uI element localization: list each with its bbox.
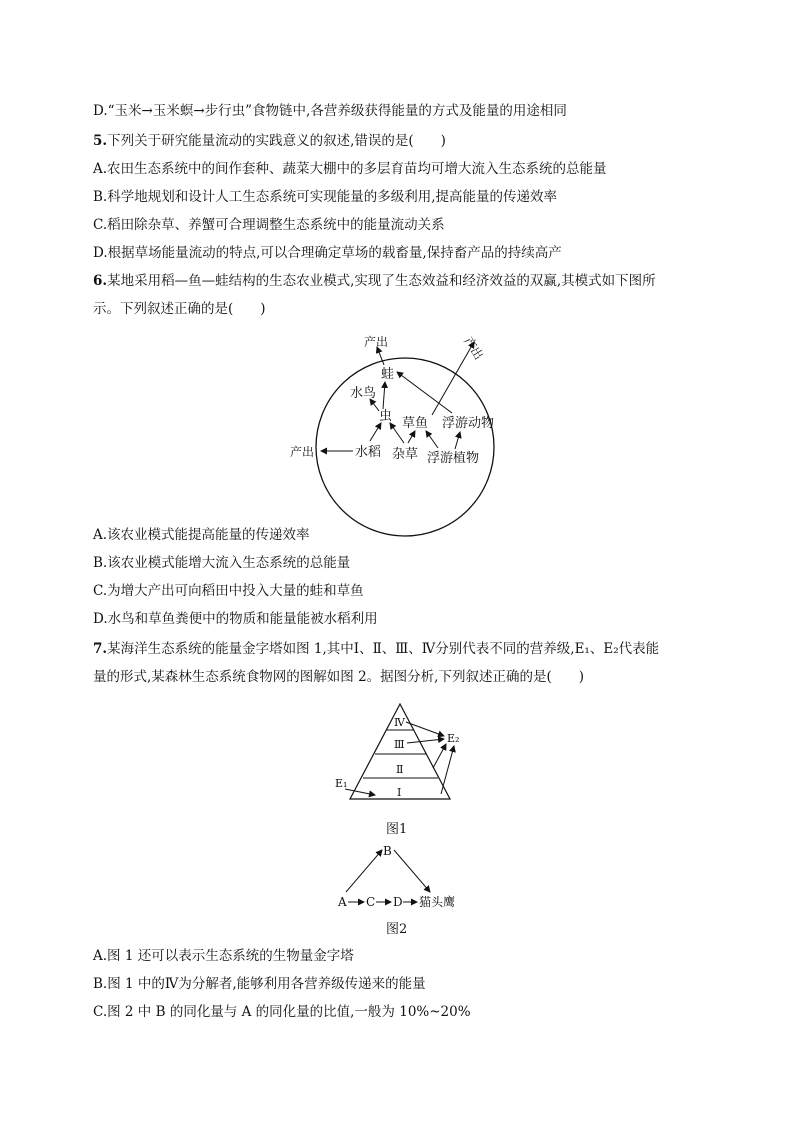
e2-label: E₂ — [447, 732, 460, 745]
arrow-insect-frog — [383, 382, 385, 409]
bird-label: 水鸟 — [350, 386, 377, 401]
question-6 — [93, 271, 656, 291]
option-d-q4: D.“玉米→玉米螟→步行虫”食物链中,各营养级获得能量的方式及能量的用途相同 — [93, 103, 567, 119]
q5-option-c: C.稻田除杂草、养蟹可合理调整生态系统中的能量流动关系 — [93, 217, 445, 233]
arrow-iii-e2 — [407, 739, 444, 743]
arrow-rice-insect — [370, 423, 381, 441]
phytoplankton-label: 浮游植物 — [427, 451, 480, 466]
q7-option-a: A.图 1 还可以表示生态系统的生物量金字塔 — [93, 948, 354, 964]
rice-label: 水稻 — [355, 445, 382, 460]
e1-label: E₁ — [335, 777, 348, 790]
node-a-label: A — [338, 895, 347, 909]
insect-label: 虫 — [379, 409, 393, 424]
question-7-stem-line2: 量的形式,某森林生态系统食物网的图解如图 2。据图分析,下列叙述正确的是( ) — [93, 669, 584, 685]
arrow-ii-e2 — [433, 744, 446, 768]
arrow-weeds-carp — [408, 431, 415, 443]
arrow-e1-in — [345, 789, 375, 795]
eco-farm-diagram — [280, 325, 520, 540]
question-5-stem: 下列关于研究能量流动的实践意义的叙述,错误的是( ) — [107, 133, 446, 149]
grass-carp-label: 草鱼 — [402, 416, 429, 431]
food-web-figure — [330, 838, 470, 916]
output-label-left: 产出 — [290, 445, 315, 459]
level-iii-label: Ⅲ — [394, 738, 405, 751]
level-iv-label: Ⅳ — [394, 716, 405, 729]
arrow-phyto-carp — [426, 431, 438, 448]
zooplankton-label: 浮游动物 — [442, 416, 495, 431]
question-6-stem-line2: 示。下列叙述正确的是( ) — [93, 301, 266, 317]
level-i-label: Ⅰ — [397, 786, 402, 799]
node-b-label: B — [383, 844, 392, 858]
question-7-stem-line1: 某海洋生态系统的能量金字塔如图 1,其中Ⅰ、Ⅱ、Ⅲ、Ⅳ分别代表不同的营养级,E₁、E₂代表能 — [107, 641, 660, 657]
node-owl-label: 猫头鹰 — [419, 895, 456, 909]
q5-option-d: D.根据草场能量流动的特点,可以合理确定草场的载畜量,保持畜产品的持续高产 — [93, 245, 562, 261]
q7-option-c: C.图 2 中 B 的同化量与 A 的同化量的比值,一般为 10%~20% — [93, 1004, 471, 1020]
frog-label: 蛙 — [381, 367, 395, 382]
arrow-carp-output — [432, 342, 474, 415]
node-c-label: C — [366, 895, 376, 909]
level-ii-label: Ⅱ — [396, 763, 404, 776]
figure-1-caption: 图1 — [386, 822, 408, 837]
q6-option-a: A.该农业模式能提高能量的传递效率 — [93, 527, 310, 543]
question-6-stem-line1: 某地采用稻—鱼—蛙结构的生态农业模式,实现了生态效益和经济效益的双赢,其模式如下图所 — [107, 273, 656, 289]
question-7 — [93, 639, 659, 659]
weeds-label: 杂草 — [392, 447, 419, 462]
q7-option-b: B.图 1 中的Ⅳ为分解者,能够利用各营养级传递来的能量 — [93, 976, 426, 992]
q6-option-b: B.该农业模式能增大流入生态系统的总能量 — [93, 555, 351, 571]
question-5-number: 5. — [93, 133, 108, 149]
arrow-zoo-frog — [397, 372, 452, 413]
output-label-top-right: 产出 — [461, 334, 486, 363]
q5-option-a: A.农田生态系统中的间作套种、蔬菜大棚中的多层育苗均可增大流入生态系统的总能量 — [93, 161, 607, 177]
question-6-number: 6. — [93, 273, 108, 289]
figure-2-caption: 图2 — [386, 922, 408, 937]
arrow-i-e2 — [441, 746, 454, 794]
arrow-phyto-zoo — [455, 432, 460, 449]
node-d-label: D — [393, 895, 403, 909]
question-7-number: 7. — [93, 641, 108, 657]
question-5 — [93, 131, 446, 151]
arrow-b-owl — [394, 850, 430, 892]
arrow-iv-e2 — [406, 722, 444, 736]
energy-pyramid-figure — [330, 698, 480, 806]
q6-option-c: C.为增大产出可向稻田中投入大量的蛙和草鱼 — [93, 583, 364, 599]
q6-option-d: D.水鸟和草鱼粪便中的物质和能量能被水稻利用 — [93, 611, 378, 627]
output-label-top-left: 产出 — [364, 335, 389, 349]
q5-option-b: B.科学地规划和设计人工生态系统可实现能量的多级利用,提高能量的传递效率 — [93, 189, 558, 205]
arrow-a-b — [346, 850, 382, 892]
